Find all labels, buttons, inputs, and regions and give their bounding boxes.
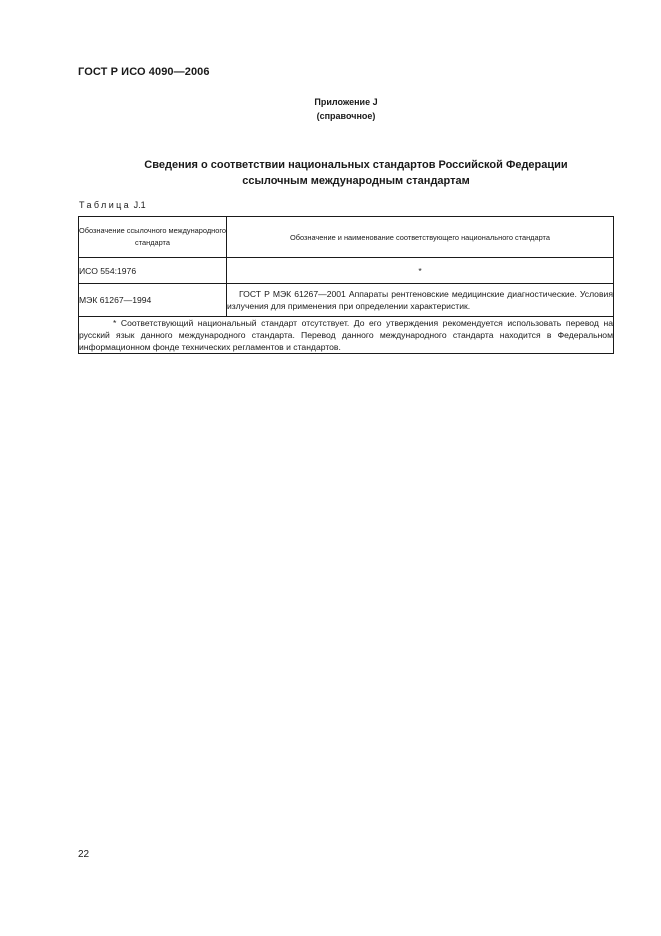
standards-table [78,216,614,354]
national-standard-text: ГОСТ Р МЭК 61267—2001 Аппараты рентгеновские медицинские диагностические. Условия излучения для применения при определении характеристик. [227,289,613,311]
section-title-line-1: Сведения о соответствии национальных стандартов Российской Федерации [144,159,568,171]
annex-type: (справочное) [316,111,376,121]
column-header-reference: Обозначение ссылочного международного стандарта [79,217,227,258]
section-title-line-2: ссылочным международным стандартам [242,175,470,187]
table-caption-word: Таблица [79,200,132,210]
section-title [20,157,661,189]
reference-standard-cell: МЭК 61267—1994 [79,284,227,317]
reference-standard-cell: ИСО 554:1976 [79,258,227,284]
annex-heading [0,95,661,123]
footnote-text: * Соответствующий национальный стандарт отсутствует. До его утверждения рекомендуется использовать перевод на русский язык данного международного стандарта. Перевод данного международного стандарта находится в Федеральном информационном фонде технических регламентов и стандартов. [79,318,613,352]
table-header-row [79,217,614,258]
annex-title: Приложение J [314,97,378,107]
table-caption-number: J.1 [133,200,146,210]
national-standard-cell: * [227,258,614,284]
document-header: ГОСТ Р ИСО 4090—2006 [78,66,210,78]
table-caption [79,200,146,210]
national-standard-cell [227,284,614,317]
column-header-national: Обозначение и наименование соответствующего национального стандарта [227,217,614,258]
page-number: 22 [78,849,90,860]
table-row [79,258,614,284]
table-note-row [79,317,614,354]
table-footnote [79,317,614,354]
table-row [79,284,614,317]
